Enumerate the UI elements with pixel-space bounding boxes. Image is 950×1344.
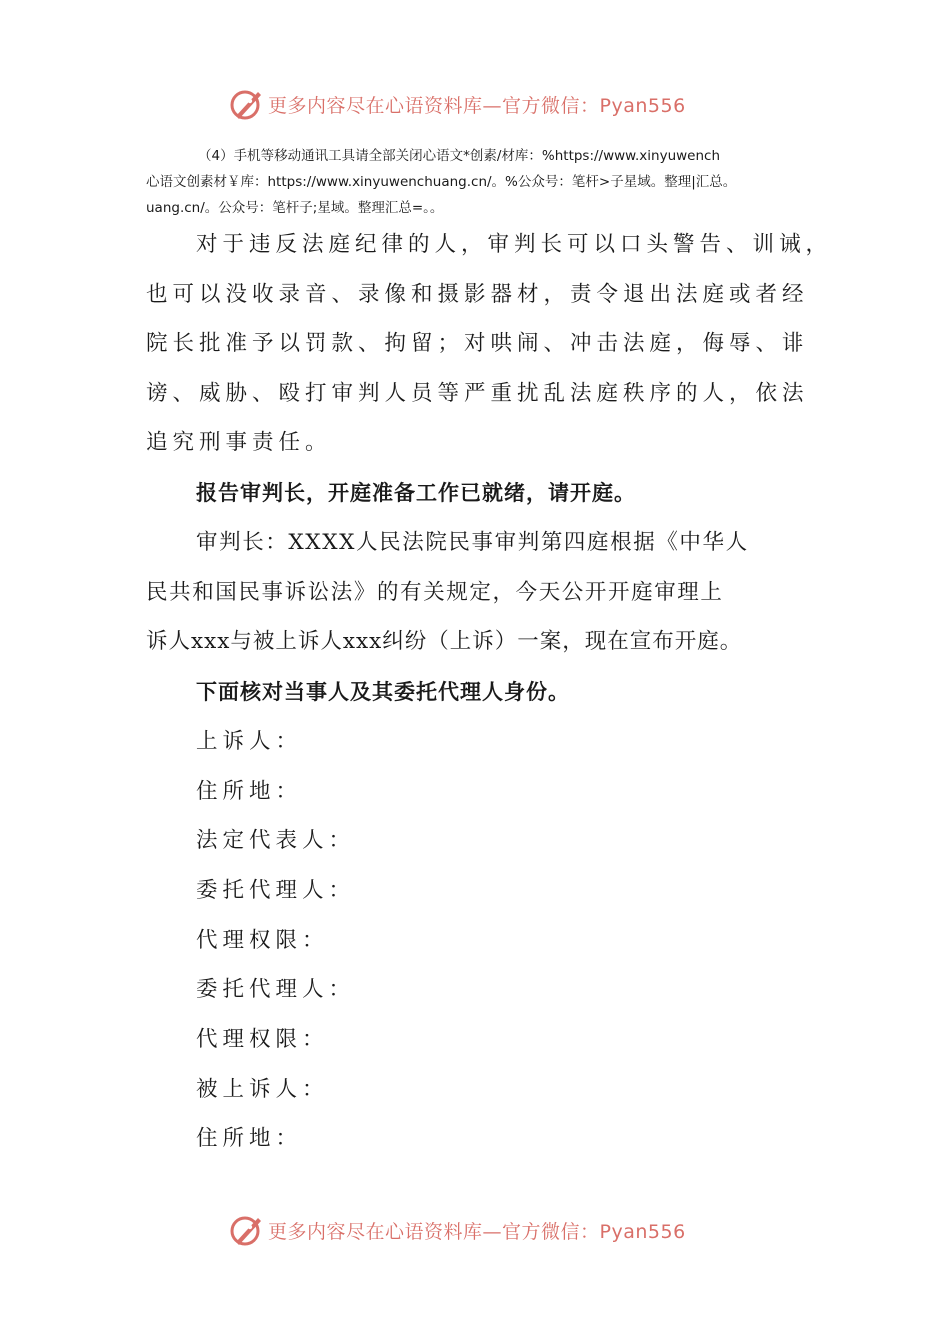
verify-line: 下面核对当事人及其委托代理人身份。 bbox=[196, 680, 570, 704]
field-authority: 代理权限： bbox=[196, 1027, 329, 1052]
banner-text: 更多内容尽在心语资料库—官方微信：Pyan556 bbox=[268, 94, 686, 117]
field-legal-rep: 法定代表人： bbox=[196, 828, 356, 853]
field-appellant: 上诉人： bbox=[196, 729, 303, 754]
notice-line-3: uang.cn/。公众号：笔杆子;星域。整理汇总=。。 bbox=[146, 200, 444, 216]
field-authority: 代理权限： bbox=[196, 928, 329, 953]
paragraph2-line: 民共和国民事诉讼法》的有关规定，今天公开开庭审理上 bbox=[146, 580, 724, 605]
pen-logo-icon bbox=[228, 86, 264, 122]
paragraph1-line: 追究刑事责任。 bbox=[146, 430, 332, 455]
paragraph2-line: 诉人xxx与被上诉人xxx纠纷（上诉）一案，现在宣布开庭。 bbox=[146, 629, 743, 654]
field-agent: 委托代理人： bbox=[196, 878, 356, 903]
field-appellee: 被上诉人： bbox=[196, 1077, 329, 1102]
banner-text: 更多内容尽在心语资料库—官方微信：Pyan556 bbox=[268, 1220, 686, 1243]
paragraph1-line: 对于违反法庭纪律的人，审判长可以口头警告、训诫， bbox=[196, 232, 833, 257]
paragraph1-line: 谤、威胁、殴打审判人员等严重扰乱法庭秩序的人，依法 bbox=[146, 381, 809, 406]
pen-logo-icon bbox=[228, 1212, 264, 1248]
paragraph1-line: 也可以没收录音、录像和摄影器材，责令退出法庭或者经 bbox=[146, 282, 809, 307]
notice-line-1: （4）手机等移动通讯工具请全部关闭心语文*创素/材库：%https://www.xinyuwench bbox=[198, 148, 721, 164]
field-agent: 委托代理人： bbox=[196, 977, 356, 1002]
footer-banner bbox=[228, 1210, 748, 1250]
paragraph1-line: 院长批准予以罚款、拘留；对哄闹、冲击法庭，侮辱、诽 bbox=[146, 331, 809, 356]
header-banner bbox=[228, 84, 748, 124]
field-address: 住所地： bbox=[196, 1126, 303, 1151]
field-address: 住所地： bbox=[196, 779, 303, 804]
notice-line-2: 心语文创素材￥库：https://www.xinyuwenchuang.cn/。%公众号：笔杆>子星域。整理|汇总。 bbox=[146, 174, 737, 190]
report-line: 报告审判长，开庭准备工作已就绪，请开庭。 bbox=[196, 481, 636, 505]
paragraph2-line: 审判长：XXXX人民法院民事审判第四庭根据《中华人 bbox=[196, 530, 749, 555]
